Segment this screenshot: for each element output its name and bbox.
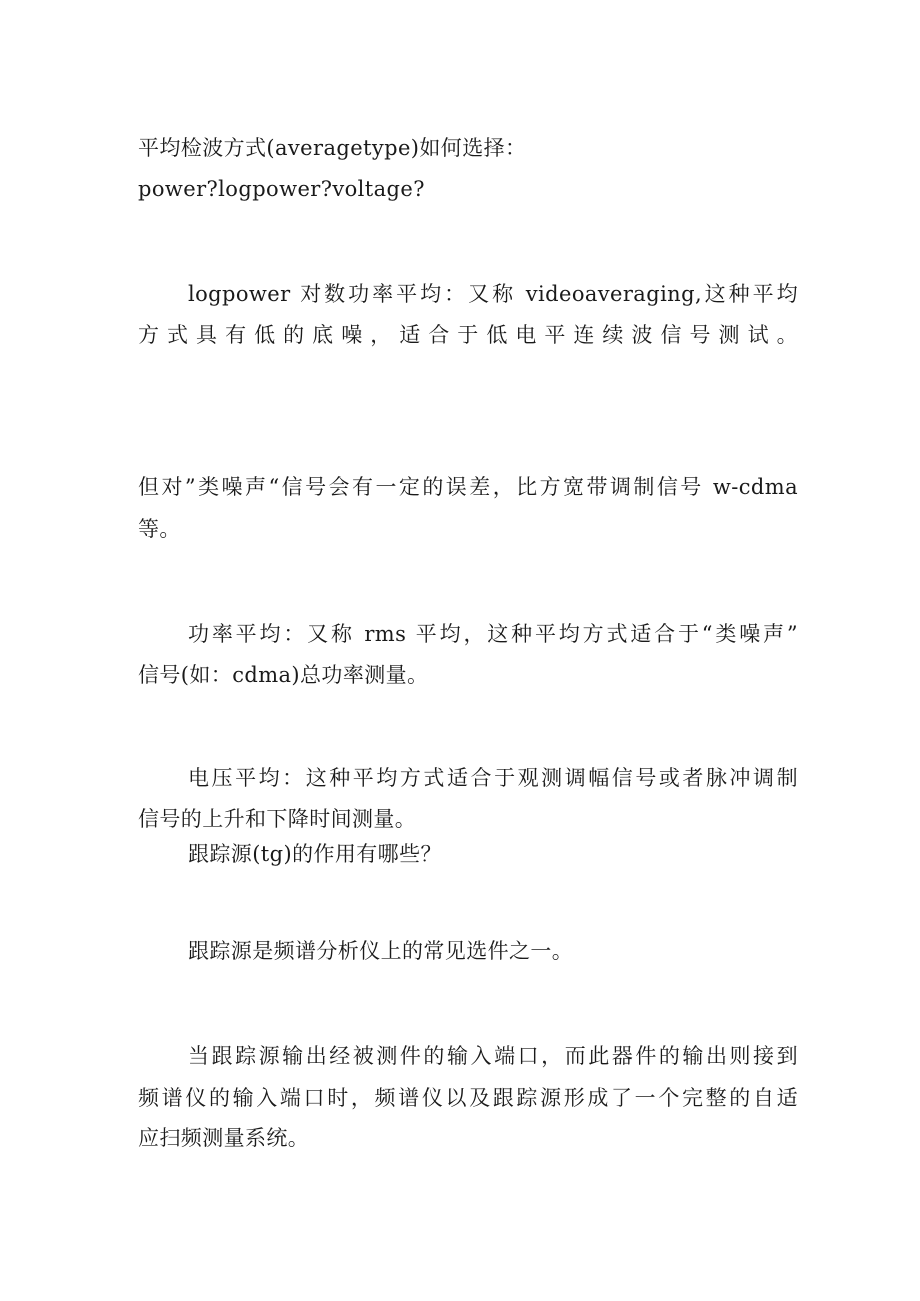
paragraph-noise-error-line-2: 等。 xyxy=(138,517,181,541)
paragraph-voltage-average-line-2: 信号的上升和下降时间测量。 xyxy=(138,807,417,831)
question-options-line: power?logpower?voltage? xyxy=(138,177,425,201)
question-heading-average-detection: 平均检波方式(averagetype)如何选择： xyxy=(138,136,527,160)
paragraph-tracking-system-line-2: 频谱仪的输入端口时，频谱仪以及跟踪源形成了一个完整的自适 xyxy=(138,1086,798,1110)
paragraph-logpower-line-1: logpower 对数功率平均：又称 videoaveraging,这种平均 xyxy=(188,282,798,306)
paragraph-tracking-system-line-3: 应扫频测量系统。 xyxy=(138,1126,310,1150)
question-heading-tracking-generator: 跟踪源(tg)的作用有哪些？ xyxy=(188,842,442,866)
paragraph-voltage-average-line-1: 电压平均：这种平均方式适合于观测调幅信号或者脉冲调制 xyxy=(188,766,798,790)
paragraph-noise-error-line-1: 但对”类噪声“信号会有一定的误差，比方宽带调制信号 w-cdma xyxy=(138,475,798,499)
paragraph-logpower-line-2: 方式具有低的底噪，适合于低电平连续波信号测试。 xyxy=(138,323,798,347)
paragraph-tracking-generator-intro: 跟踪源是频谱分析仪上的常见选件之一。 xyxy=(188,939,574,963)
paragraph-tracking-system-line-1: 当跟踪源输出经被测件的输入端口，而此器件的输出则接到 xyxy=(188,1044,798,1068)
paragraph-power-average-line-2: 信号(如：cdma)总功率测量。 xyxy=(138,663,429,687)
paragraph-power-average-line-1: 功率平均：又称 rms 平均，这种平均方式适合于“类噪声” xyxy=(188,622,798,646)
